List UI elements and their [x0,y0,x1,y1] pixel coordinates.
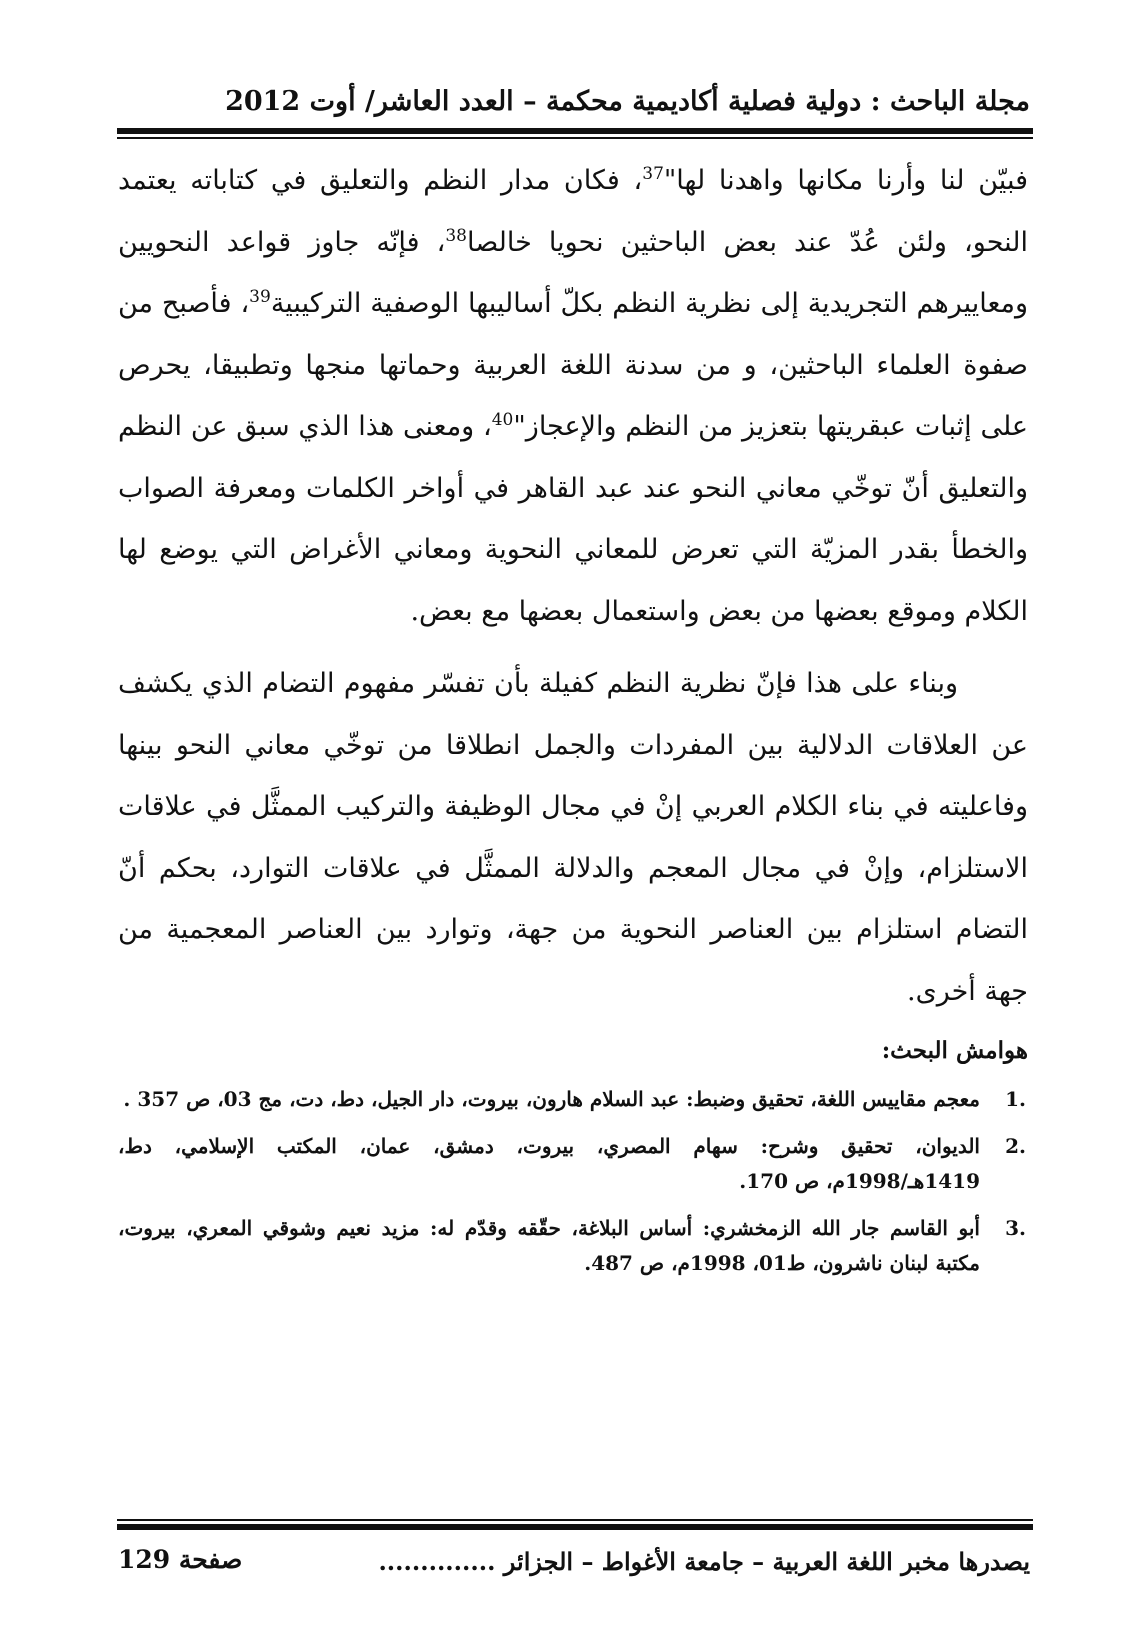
note-text: معجم مقاييس اللغة، تحقيق وضبط: عبد السلام هارون، بيروت، دار الجيل، دط، دت، مج 03، ص 357 . [123,1087,980,1111]
footer-rule-thick [117,1524,1033,1530]
note-item [118,1082,1028,1117]
para1-text-2: ، فكان مدار النظم والتعليق في كتاباته يعتمد النحو، ولئن عُدّ عند بعض الباحثين نحويا خالصا [118,165,1028,258]
note-text: أبو القاسم جار الله الزمخشري: أساس البلاغة، حقّقه وقدّم له: مزيد نعيم وشوقي المعري، بيروت، مكتبة لبنان ناشرون، ط01، 1998م، ص 487. [118,1216,980,1275]
notes-heading: هوامش البحث: [881,1037,1028,1064]
footnote-ref-40: 40 [491,410,514,430]
page-number: صفحة 129 [118,1545,243,1574]
header-rule-thin [117,137,1033,139]
footnote-ref-38: 38 [445,225,467,246]
note-item [118,1129,1028,1199]
note-item [118,1211,1028,1281]
footnote-ref-39: 39 [249,287,271,307]
para1-text-5: ، ومعنى هذا الذي سبق عن النظم والتعليق أنّ توخّي معاني النحو عند عبد القاهر في أواخر الكلمات ومعرفة الصواب والخطأ بقدر المزيّة التي تعرض للمعاني النحوية ومعاني الأغراض التي يوضع لها الكلام وموقع بعضها من بعض واستعمال بعضها مع بعض. [118,411,1028,627]
header-rule-thick [117,128,1033,134]
footnote-ref-37: 37 [642,164,664,184]
journal-header-title: مجلة الباحث : دولية فصلية أكاديمية محكمة – العدد العاشر/ أوت 2012 [225,86,1030,117]
body-paragraph-1 [118,150,1028,642]
para1-text-1: فبيّن لنا وأرنا مكانها واهدنا لها" [663,165,1029,196]
note-number: 2. [1005,1134,1026,1158]
para1-text-3: ، فإنّه جاوز قواعد النحويين ومعاييرهم التجريدية إلى نظرية النظم بكلّ أساليبها الوصفية التركيبية [118,226,1029,319]
footer-rule-thin [117,1519,1033,1521]
note-number: 1. [1005,1087,1026,1111]
note-number: 3. [1005,1216,1026,1240]
body-paragraph-2: وبناء على هذا فإنّ نظرية النظم كفيلة بأن تفسّر مفهوم التضام الذي يكشف عن العلاقات الدلالية بين المفردات والجمل انطلاقا من توخّي معاني النحو بينها وفاعليته في بناء الكلام العربي إنْ في مجال الوظيفة والتركيب الممثَّل في علاقات الاستلزام، وإنْ في مجال المعجم والدلالة الممثَّل في علاقات التوارد، بحكم أنّ التضام استلزام بين العناصر النحوية من جهة، وتوارد بين العناصر المعجمية من جهة أخرى. [118,668,1028,1007]
para1-text-4: ، فأصبح من صفوة العلماء الباحثين، و من سدنة اللغة العربية وحماتها منجها وتطبيقا، يحرص على إثبات عبقريتها بتعزيز من النظم والإعجاز" [118,288,1028,442]
footer-publisher: يصدرها مخبر اللغة العربية – جامعة الأغواط – الجزائر .............. [378,1547,1030,1576]
note-text: الديوان، تحقيق وشرح: سهام المصري، بيروت، دمشق، عمان، المكتب الإسلامي، دط، 1419هـ/1998م، ص 170. [118,1134,980,1193]
notes-list [118,1082,1028,1293]
